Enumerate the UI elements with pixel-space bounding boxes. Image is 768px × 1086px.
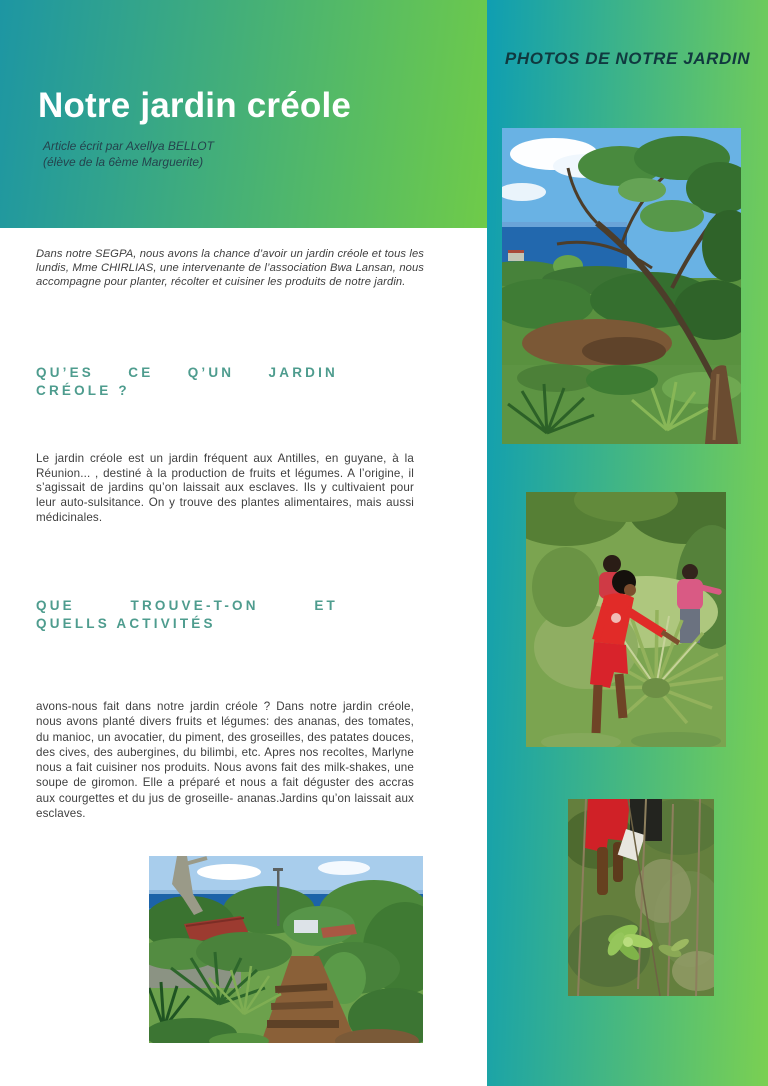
section-2-paragraph: avons-nous fait dans notre jardin créole ? Dans notre jardin créole, nous avons planté divers fruits et légumes: des ananas, des tomates, du manioc, un avocatier, du piment, des groseilles, des patates douces, des cives, des aubergines, du bilimbi, etc. Apres nos recoltes, Marlyne nous a fait cuisiner nos produits. Nous avons fait des milk-shakes, une soupe de giromon. Elle a préparé et nous a fait déguster des accras aux courgettes et du jus de groseille- ananas.Jardins qu’on laissait aux esclaves. — [36, 700, 415, 821]
photos-panel-title: PHOTOS DE NOTRE JARDIN — [504, 49, 751, 68]
article-intro: Dans notre SEGPA, nous avons la chance d’avoir un jardin créole et tous les lundis, Mme CHIRLIAS, une intervenante de l’association Bwa Lansan, nous accompagne pour planter, récolter et cuisiner les produits de notre jardin. — [36, 248, 424, 288]
garden-photo-student-plants — [568, 799, 714, 996]
garden-photo-tree-and-sea-image — [502, 128, 741, 444]
section-heading-1-line-2: CRÉOLE ? — [36, 382, 130, 398]
garden-photo-panorama-sea — [149, 856, 423, 1043]
byline-line-1: Article écrit par Axellya BELLOT — [43, 139, 214, 153]
section-heading-2-line-1: QUE TROUVE-T-ON ET — [36, 598, 338, 613]
header-banner — [0, 0, 487, 228]
photos-panel — [487, 0, 768, 1086]
section-heading-2-line-2: QUELLS ACTIVITÉS — [36, 615, 216, 631]
garden-photo-student-plants-image — [568, 799, 714, 996]
garden-photo-students-pineapple-image — [526, 492, 726, 747]
byline-line-2: (élève de la 6ème Marguerite) — [43, 154, 204, 169]
section-1-paragraph: Le jardin créole est un jardin fréquent aux Antilles, en guyane, à la Réunion... , destiné à la production de fruits et légumes. A l’origine, il s’agissait de jardins qu’on laissait aux esclaves. Ils y cultivaient pour leur auto-sulsitance. On y trouve des plantes alimentaires, mais aussi médicinales. — [36, 452, 414, 524]
section-heading-1-line-1: QU’ES CE Q’UN JARDIN — [36, 365, 338, 380]
garden-photo-panorama-sea-image — [149, 856, 423, 1043]
garden-photo-students-pineapple — [526, 492, 726, 747]
garden-photo-tree-and-sea — [502, 128, 741, 444]
section-heading-1 — [36, 364, 338, 399]
byline — [43, 139, 214, 170]
page-title: Notre jardin créole — [38, 86, 352, 125]
section-heading-2 — [36, 597, 338, 632]
